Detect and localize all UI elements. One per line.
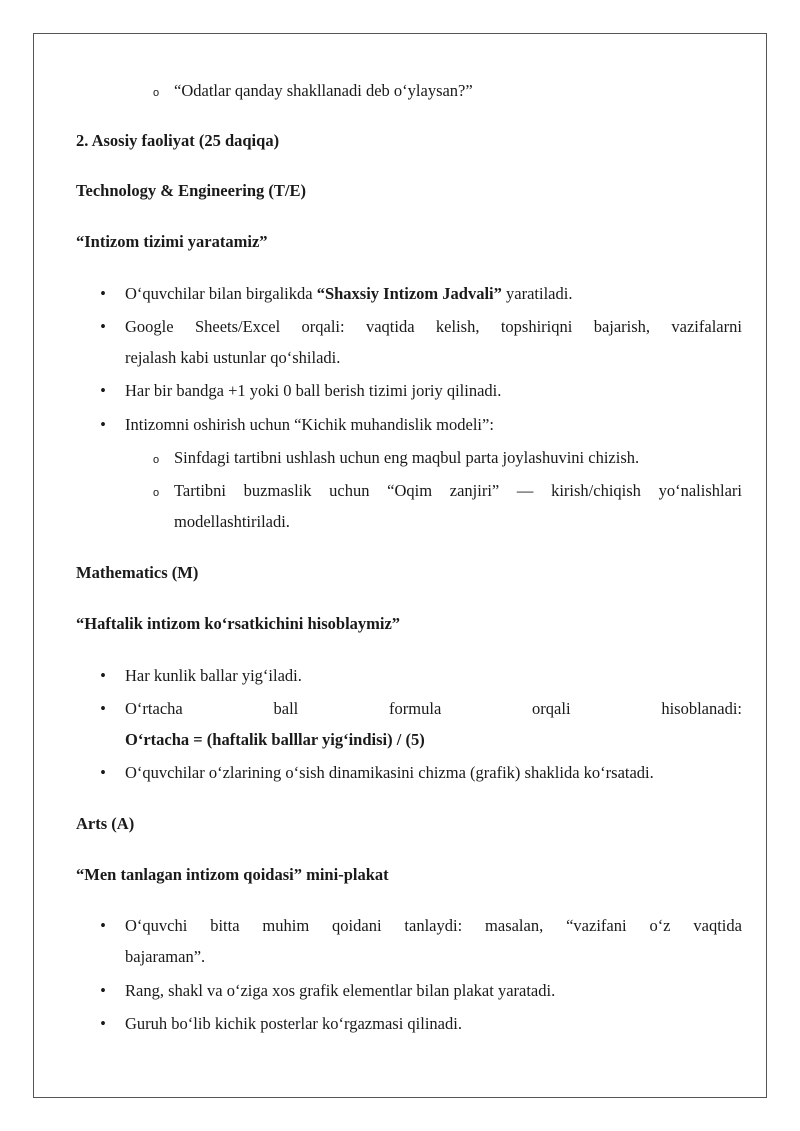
document-page — [33, 33, 767, 1098]
word: topshiriqni — [500, 317, 573, 336]
te-bullet-2-line-1 — [125, 317, 742, 337]
word: bitta — [210, 916, 240, 935]
word: yo‘nalishlari — [658, 481, 742, 500]
word: O‘rtacha — [125, 699, 183, 718]
te-subheading: “Intizom tizimi yaratamiz” — [76, 232, 268, 251]
math-formula: O‘rtacha = (haftalik balllar yig‘indisi) / (5) — [125, 730, 425, 749]
sub-bullet-marker: o — [152, 487, 160, 499]
word: “vazifani — [566, 916, 627, 935]
word: vaqtida — [365, 317, 415, 336]
bullet-marker: • — [100, 1014, 106, 1033]
section-title: 2. Asosiy faoliyat (25 daqiqa) — [76, 131, 280, 150]
arts-bullet-1-line-2: bajaraman”. — [125, 947, 206, 966]
bullet-marker: • — [100, 699, 106, 718]
te-sub-item-2-line-1 — [174, 481, 742, 501]
word: qoidani — [332, 916, 382, 935]
te-bullet-1-post: yaratiladi. — [501, 284, 573, 303]
word: buzmaslik — [243, 481, 312, 500]
word: bajarish, — [593, 317, 651, 336]
math-subheading: “Haftalik intizom ko‘rsatkichini hisoblaymiz” — [76, 614, 401, 633]
word: kelish, — [435, 317, 480, 336]
bullet-marker: • — [100, 916, 106, 935]
te-bullet-1 — [125, 284, 572, 304]
te-bullet-2-line-2: rejalash kabi ustunlar qo‘shiladi. — [125, 348, 341, 367]
word: Tartibni — [174, 481, 226, 500]
word: orqali — [532, 699, 571, 718]
sub-bullet-marker: o — [152, 454, 160, 466]
bullet-marker: • — [100, 381, 106, 400]
word: orqali: — [301, 317, 345, 336]
arts-subheading: “Men tanlagan intizom qoidasi” mini-plakat — [76, 865, 389, 884]
math-bullet-2-line-1 — [125, 699, 742, 719]
word: kirish/chiqish — [551, 481, 641, 500]
word: uchun — [329, 481, 370, 500]
word: vaqtida — [693, 916, 742, 935]
word: vazifalarni — [671, 317, 742, 336]
word: “Oqim — [387, 481, 433, 500]
te-sub-item-1: Sinfdagi tartibni ushlash uchun eng maqbul parta joylashuvini chizish. — [174, 448, 640, 467]
word: zanjiri” — [449, 481, 500, 500]
word: o‘z — [649, 916, 671, 935]
word: muhim — [262, 916, 310, 935]
bullet-marker: • — [100, 284, 106, 303]
word: masalan, — [485, 916, 544, 935]
te-bullet-3: Har bir bandga +1 yoki 0 ball berish tizimi joriy qilinadi. — [125, 381, 502, 400]
word: tanlaydi: — [404, 916, 463, 935]
arts-bullet-3: Guruh bo‘lib kichik posterlar ko‘rgazmasi qilinadi. — [125, 1014, 462, 1033]
word: — — [516, 481, 534, 500]
bullet-marker: • — [100, 317, 106, 336]
intro-sub-item: “Odatlar qanday shakllanadi deb o‘ylaysan?” — [174, 81, 473, 100]
te-bullet-1-bold: “Shaxsiy Intizom Jadvali” — [316, 284, 502, 303]
word: O‘quvchi — [125, 916, 188, 935]
word: Google — [125, 317, 174, 336]
math-bullet-3: O‘quvchilar o‘zlarining o‘sish dinamikasini chizma (grafik) shaklida ko‘rsatadi. — [125, 763, 654, 782]
math-bullet-1: Har kunlik ballar yig‘iladi. — [125, 666, 302, 685]
word: ball — [273, 699, 299, 718]
bullet-marker: • — [100, 981, 106, 1000]
word: hisoblanadi: — [661, 699, 742, 718]
arts-bullet-1-line-1 — [125, 916, 742, 936]
word: formula — [389, 699, 442, 718]
te-bullet-4: Intizomni oshirish uchun “Kichik muhandislik modeli”: — [125, 415, 494, 434]
te-sub-item-2-line-2: modellashtiriladi. — [174, 512, 290, 531]
arts-bullet-2: Rang, shakl va o‘ziga xos grafik elementlar bilan plakat yaratadi. — [125, 981, 556, 1000]
math-heading: Mathematics (M) — [76, 563, 199, 582]
bullet-marker: • — [100, 763, 106, 782]
bullet-marker: • — [100, 415, 106, 434]
te-heading: Technology & Engineering (T/E) — [76, 181, 306, 200]
te-bullet-1-pre: O‘quvchilar bilan birgalikda — [125, 284, 317, 303]
bullet-marker: • — [100, 666, 106, 685]
word: Sheets/Excel — [194, 317, 281, 336]
arts-heading: Arts (A) — [76, 814, 135, 833]
sub-bullet-marker: o — [152, 87, 160, 99]
